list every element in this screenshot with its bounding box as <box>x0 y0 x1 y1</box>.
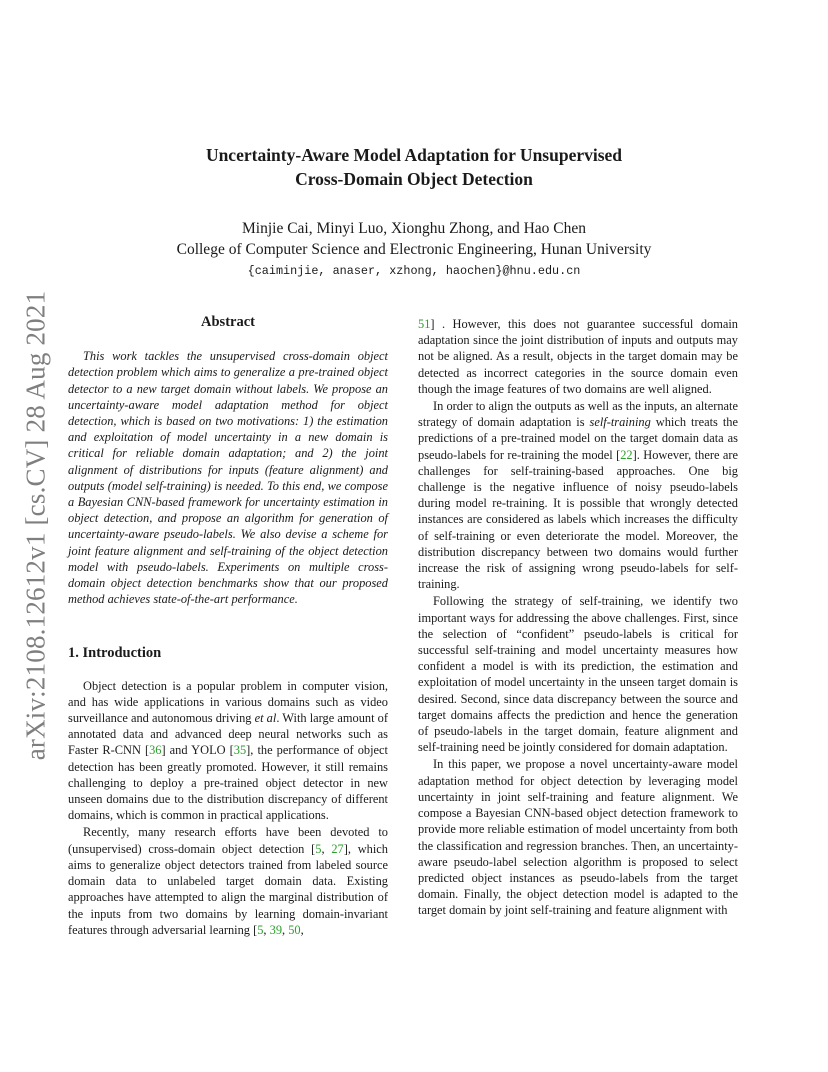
citation-link[interactable]: 35 <box>233 743 247 758</box>
author-emails: {caiminjie, anaser, xzhong, haochen}@hnu.edu.cn <box>247 264 581 278</box>
abstract-body: This work tackles the unsupervised cross-domain object detection problem which aims to generalize a pre-trained object detector to a new target domain without labels. We propose an uncertainty-aware model adaptation method for object detection, which is based on two motivations: 1) the estimation and exploitation of model uncertainty in a new domain is critical for reliable domain adaptation; and 2) the joint alignment of distributions for inputs (feature alignment) and outputs (model self-training) is needed. To this end, we compose a Bayesian CNN-based framework for uncertainty estimation in object detection, and propose an algorithm for generation of uncertainty-aware pseudo-labels. We also devise a scheme for joint feature alignment and self-training of the object detection model with pseudo-labels. Experiments on multiple cross-domain object detection benchmarks show that our proposed method achieves state-of-the-art performance. <box>68 349 388 607</box>
citation-link[interactable]: 27 <box>331 841 344 856</box>
right-paragraph-4: In this paper, we propose a novel uncertainty-aware model adaptation method for object detection by leveraging model uncertainty in joint self-training and feature alignment. We compose a Bayesian CNN-based object detection framework to provide more reliable estimation of model uncertainty from both the classification and regression branches. Then, an uncertainty-aware pseudo-label selection algorithm is proposed to select predicted object instances as pseudo-labels from the target domain. Finally, the object detection model is adapted to the target domain by joint self-training and feature alignment with <box>418 757 738 918</box>
text-run: . With large amount of annotated data and advanced deep neural networks such as Faster R-CNN [ <box>68 711 388 758</box>
right-paragraph-2 <box>418 398 738 592</box>
text-run: Object detection is a popular problem in computer vision, and has wide applications in various domains such as video surveillance and autonomous driving <box>68 678 388 726</box>
text-run: ]. However, there are challenges for self-training-based approaches. One big challenge is the negative influence of noisy pseudo-labels during model re-training. It is possible that wrongly detected instances are considered as labels which increases the difficulty of self-training or even deteriorate the model. Moreover, the distribution discrepancy between two domains would further increase the risk of assigning wrong pseudo-labels for self-training. <box>418 447 739 592</box>
text-run: , <box>321 841 332 856</box>
text-run: , <box>263 922 270 937</box>
citation-link[interactable]: 36 <box>149 743 162 758</box>
author-affiliation: College of Computer Science and Electronic Engineering, Hunan University <box>176 241 652 258</box>
left-column <box>68 312 388 939</box>
paper-title-line-1: Uncertainty-Aware Model Adaptation for Unsupervised <box>205 145 623 165</box>
text-run: Recently, many research efforts have been devoted to (unsupervised) cross-domain object detection [ <box>68 825 388 856</box>
arxiv-identifier-stamp <box>6 290 66 760</box>
intro-paragraph-2 <box>68 824 388 937</box>
right-paragraph-1 <box>418 316 738 397</box>
arxiv-identifier-text: arXiv:2108.12612v1 [cs.CV] 28 Aug 2021 <box>20 290 51 760</box>
text-run: , <box>300 922 304 937</box>
right-column <box>418 316 738 920</box>
author-names: Minjie Cai, Minyi Luo, Xionghu Zhong, and Hao Chen <box>242 220 586 237</box>
paper-title-line-2: Cross-Domain Object Detection <box>295 169 533 189</box>
text-run: ], which aims to generalize object detectors trained from labeled source domain data to unlabeled target domain data. Existing approaches have attempted to align the marginal distribution of the inputs from two domains by learning domain-invariant features through adversarial learning [ <box>68 841 388 937</box>
abstract-heading: Abstract <box>201 314 255 330</box>
right-paragraph-3: Following the strategy of self-training, we identify two important ways for addressing the above challenges. First, since the selection of “confident” pseudo-labels is critical for successful self-training and model uncertainty measures how confident a model is with its prediction, the estimation and exploitation of model uncertainty in the unseen target domain is desired. Second, since data discrepancy between the source and target domains affects the prediction and hence the generation of pseudo-labels in the target domain, feature alignment and self-training need be jointly considered for domain adaptation. <box>418 594 738 755</box>
text-run: ], the performance of object detection has been greatly promoted. However, it still remains challenging to deploy a pre-trained object detector in new unseen domains due to the distribution discrepancy of different domains, which is common in practical applications. <box>68 743 388 823</box>
author-block <box>100 218 728 282</box>
citation-link[interactable]: 39 <box>269 922 283 937</box>
intro-paragraph-1 <box>68 678 388 824</box>
citation-link[interactable]: 5 <box>315 841 322 856</box>
emphasis-text: self-training <box>589 415 651 430</box>
text-run: ] . However, this does not guarantee successful domain adaptation since the joint distribution of inputs and outputs may not be aligned. As a result, objects in the target domain may be detected as incorrect categories in the source domain even though the image features of two domains are well aligned. <box>418 317 738 396</box>
citation-link[interactable]: 22 <box>620 447 633 462</box>
paper-title <box>120 143 708 191</box>
text-run: In order to align the outputs as well as the inputs, an alternate strategy of domain adaptation is <box>418 399 738 430</box>
text-run: , <box>282 922 289 937</box>
emphasis-text: et al <box>254 711 277 726</box>
citation-link[interactable]: 50 <box>288 922 301 937</box>
text-run: ] and YOLO [ <box>161 743 234 758</box>
citation-link[interactable]: 51 <box>418 317 431 331</box>
introduction-heading: 1. Introduction <box>68 645 162 662</box>
citation-link[interactable]: 5 <box>257 922 264 937</box>
text-run: which treats the predictions of a pre-trained model on the target domain data as pseudo-labels for re-training the model [ <box>418 415 738 462</box>
